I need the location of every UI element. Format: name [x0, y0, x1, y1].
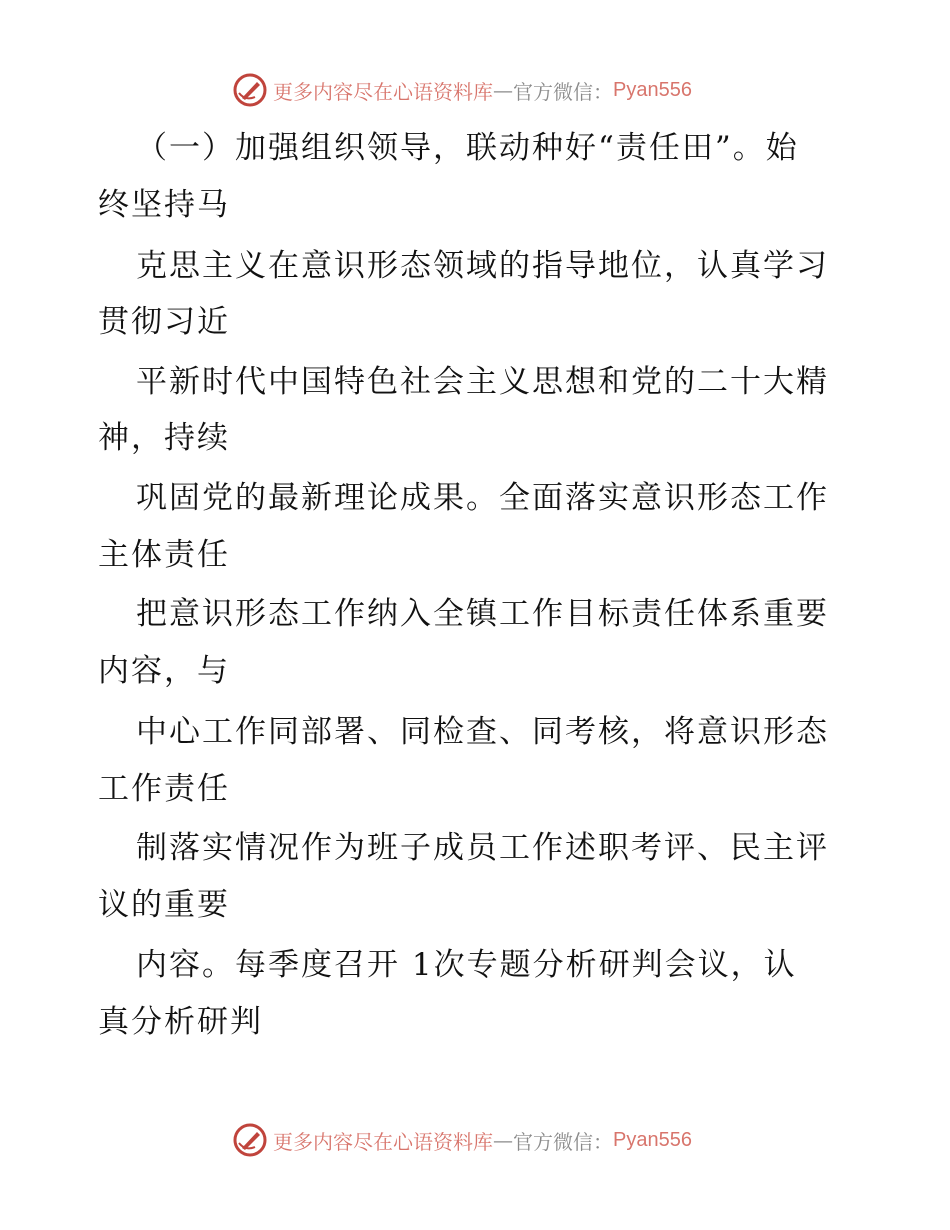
text-line: 把意识形态工作纳入全镇工作目标责任体系重要 [136, 596, 829, 632]
text-line: 中心工作同部署、同检查、同考核，将意识形态 [136, 714, 829, 750]
wechat-label: 官方微信： [513, 79, 613, 104]
text-line: 平新时代中国特色社会主义思想和党的二十大精 [136, 364, 829, 400]
text-line: 内容，与 [98, 653, 230, 689]
text-line: 巩固党的最新理论成果。全面落实意识形态工作 [136, 480, 829, 516]
dash: — [493, 1128, 513, 1152]
site-name: 更多内容尽在心语资料库 [273, 79, 493, 104]
footer-watermark [233, 1122, 713, 1158]
text-line: 主体责任 [98, 537, 230, 573]
text-line: 终坚持马 [98, 187, 230, 223]
pen-logo-icon [233, 1123, 267, 1157]
wechat-account: Pyan556 [613, 78, 692, 101]
text-line: 内容。每季度召开 1次专题分析研判会议，认 [136, 947, 797, 983]
text-line: （一）加强组织领导，联动种好“责任田”。始 [136, 130, 799, 166]
text-line: 议的重要 [98, 887, 230, 923]
text-line: 神，持续 [98, 420, 230, 456]
text-line: 真分析研判 [98, 1004, 263, 1040]
wechat-account: Pyan556 [613, 1128, 692, 1151]
wechat-label: 官方微信： [513, 1129, 613, 1154]
site-name: 更多内容尽在心语资料库 [273, 1129, 493, 1154]
text-line: 工作责任 [98, 771, 230, 807]
text-line: 克思主义在意识形态领域的指导地位，认真学习 [136, 248, 829, 284]
dash: — [493, 78, 513, 102]
text-line: 制落实情况作为班子成员工作述职考评、民主评 [136, 830, 829, 866]
text-line: 贯彻习近 [98, 304, 230, 340]
header-watermark [233, 72, 713, 108]
pen-logo-icon [233, 73, 267, 107]
